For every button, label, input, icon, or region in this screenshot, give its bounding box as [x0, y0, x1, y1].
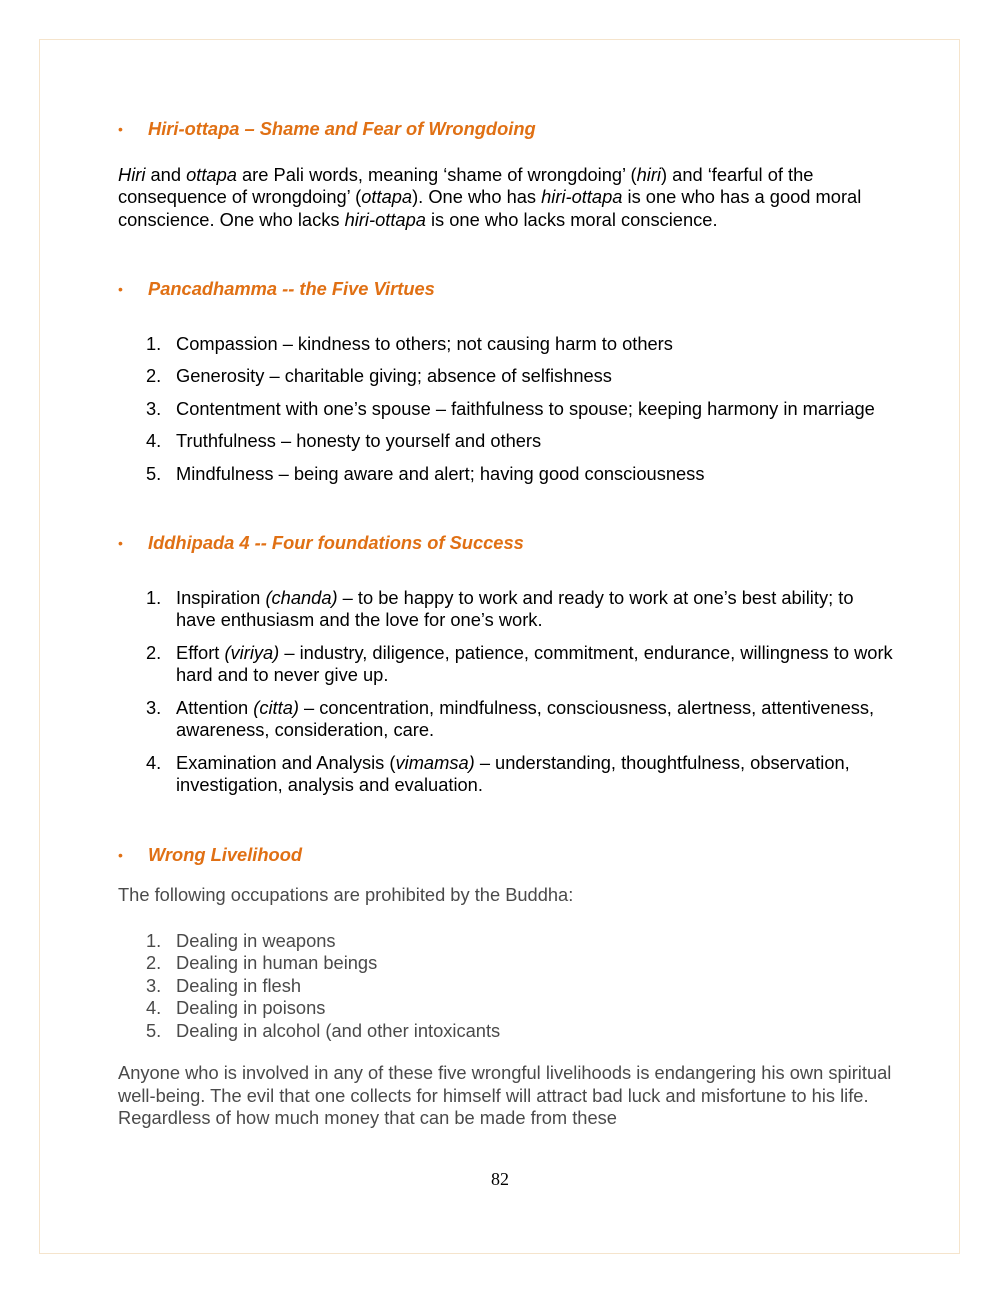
page-number: 82: [491, 1169, 509, 1189]
section-heading-wrong-livelihood: [118, 844, 898, 867]
section-heading-hiri-ottapa: [118, 118, 898, 141]
five-virtues-list: [118, 333, 898, 486]
section-heading-iddhipada: [118, 532, 898, 555]
list-item: 3. Contentment with one’s spouse – faithfulness to spouse; keeping harmony in marriage: [146, 397, 875, 419]
prohibited-occupations-list: [118, 930, 898, 1043]
four-foundations-list: [118, 587, 898, 797]
wrong-livelihood-intro: The following occupations are prohibited by the Buddha:: [118, 884, 574, 905]
heading-text: Hiri-ottapa – Shame and Fear of Wrongdoing: [148, 118, 536, 139]
list-item: 1. Compassion – kindness to others; not causing harm to others: [146, 332, 673, 354]
list-item: 1. Inspiration (chanda) – to be happy to work and ready to work at one’s best ability; to have enthusiasm and the love for one’s work.: [146, 586, 854, 630]
heading-text: Iddhipada 4 -- Four foundations of Success: [148, 532, 524, 553]
list-item: 4. Examination and Analysis (vimamsa) – understanding, thoughtfulness, observation, investigation, analysis and evaluation.: [146, 751, 850, 795]
heading-text: Wrong Livelihood: [148, 843, 303, 865]
list-item: 2. Effort (viriya) – industry, diligence, patience, commitment, endurance, willingness to work hard and to never give up.: [146, 641, 893, 685]
bullet-icon: •: [118, 121, 123, 137]
list-item: 5. Mindfulness – being aware and alert; having good consciousness: [146, 462, 705, 484]
list-item: 2. Dealing in human beings: [146, 952, 378, 973]
list-item: 3. Attention (citta) – concentration, mindfulness, consciousness, alertness, attentiveness, awareness, consideration, care.: [146, 696, 875, 740]
list-item: 3. Dealing in flesh: [146, 974, 301, 996]
document-body: [118, 118, 898, 1130]
list-item: 2. Generosity – charitable giving; absence of selfishness: [146, 365, 612, 386]
bullet-icon: •: [118, 846, 123, 863]
list-item: 5. Dealing in alcohol (and other intoxicants: [146, 1019, 501, 1041]
list-item: 4. Truthfulness – honesty to yourself and others: [146, 430, 542, 451]
hiri-ottapa-paragraph: Hiri and ottapa are Pali words, meaning ‘shame of wrongdoing’ (hiri) and ‘fearful of the consequence of wrongdoing’ (ottapa). One who has hiri-ottapa is one who has a good moral conscience. One who lacks hiri-ottapa is one who lacks moral conscience.: [118, 163, 862, 230]
section-heading-pancadhamma: [118, 278, 898, 301]
bullet-icon: •: [118, 535, 123, 551]
bullet-icon: •: [118, 281, 123, 297]
heading-text: Pancadhamma -- the Five Virtues: [148, 278, 435, 299]
list-item: 1. Dealing in weapons: [146, 929, 336, 951]
wrong-livelihood-closing: Anyone who is involved in any of these five wrongful livelihoods is endangering his own spiritual well-being. The evil that one collects for himself will attract bad luck and misfortune to his life. Regardless of how much money that can be made from these: [118, 1062, 892, 1128]
list-item: 4. Dealing in poisons: [146, 997, 326, 1018]
